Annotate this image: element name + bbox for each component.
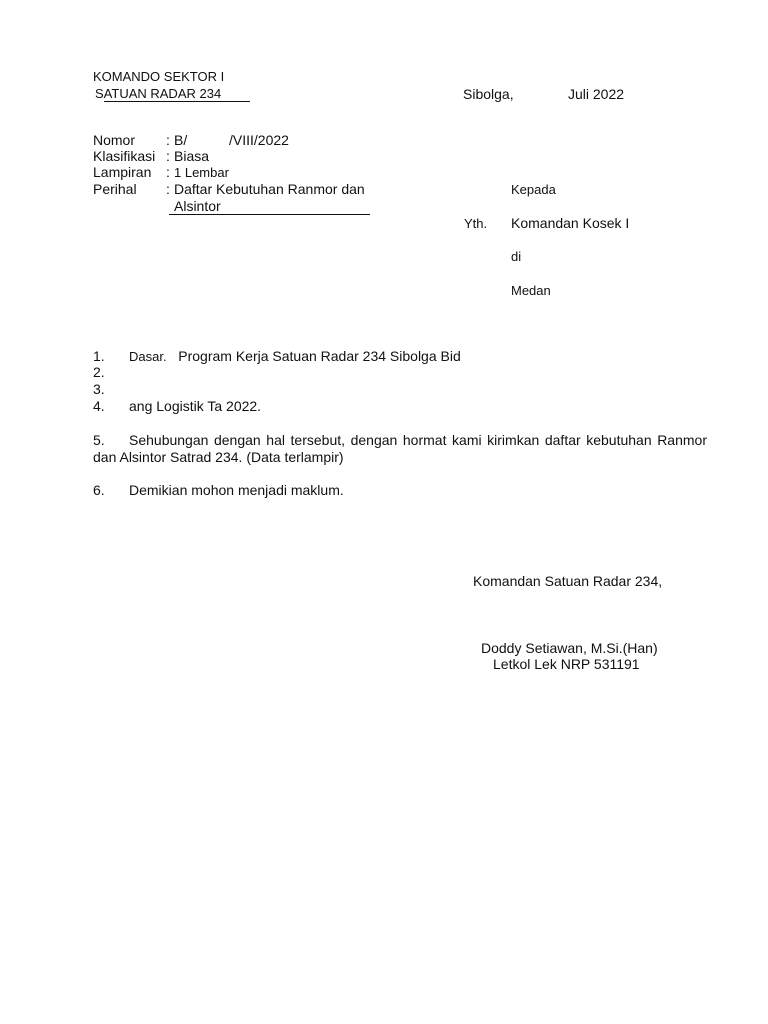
kepada-label: Kepada: [511, 182, 556, 197]
klasifikasi-label: Klasifikasi: [93, 148, 156, 164]
lampiran-value: 1 Lembar: [174, 165, 229, 180]
paragraph-6: [93, 482, 344, 498]
unit-name-underline: [104, 101, 250, 102]
paragraph-2-number: 2.: [93, 364, 105, 380]
paragraph-6-number: 6.: [93, 482, 105, 498]
nomor-suffix: /VIII/2022: [229, 132, 289, 148]
paragraph-4-text: ang Logistik Ta 2022.: [129, 398, 262, 414]
klasifikasi-separator: :: [166, 148, 170, 164]
signature-name: Doddy Setiawan, M.Si.(Han): [481, 640, 658, 656]
klasifikasi-value: Biasa: [174, 148, 210, 164]
paragraph-5: [93, 432, 707, 466]
lampiran-label: Lampiran: [93, 164, 152, 180]
perihal-underline: [169, 214, 370, 215]
recipient-city: Medan: [511, 283, 551, 298]
paragraph-1: [93, 348, 461, 364]
unit-name-line2: SATUAN RADAR 234: [95, 86, 222, 101]
nomor-label: Nomor: [93, 132, 136, 148]
perihal-label: Perihal: [93, 181, 137, 197]
yth-label: Yth.: [464, 216, 488, 231]
perihal-line1: Daftar Kebutuhan Ranmor dan: [174, 181, 365, 197]
recipient-di: di: [511, 249, 522, 264]
nomor-separator: :: [166, 132, 170, 148]
paragraph-5-number: 5.: [93, 432, 105, 448]
signature-rank: Letkol Lek NRP 531191: [493, 656, 640, 672]
perihal-separator: :: [166, 181, 170, 197]
recipient-name: Komandan Kosek I: [511, 215, 630, 231]
paragraph-1-label: Dasar.: [129, 349, 167, 364]
paragraph-1-number: 1.: [93, 348, 105, 364]
perihal-line2: Alsintor: [174, 198, 221, 214]
signature-title: Komandan Satuan Radar 234,: [473, 573, 663, 589]
letter-place: Sibolga,: [463, 86, 514, 102]
unit-name-line1: KOMANDO SEKTOR I: [93, 69, 225, 84]
paragraph-6-text: Demikian mohon menjadi maklum.: [129, 482, 344, 498]
lampiran-separator: :: [166, 164, 170, 180]
paragraph-1-text: Program Kerja Satuan Radar 234 Sibolga Bid: [178, 348, 461, 364]
paragraph-3-number: 3.: [93, 381, 105, 397]
letter-date: Juli 2022: [568, 86, 625, 102]
paragraph-5-text: Sehubungan dengan hal tersebut, dengan hormat kami kirimkan daftar kebutuhan Ranmor dan Alsintor Satrad 234. (Data terlampir): [93, 432, 707, 465]
paragraph-4: [93, 398, 261, 414]
paragraph-4-number: 4.: [93, 398, 105, 414]
nomor-prefix: B/: [174, 132, 188, 148]
